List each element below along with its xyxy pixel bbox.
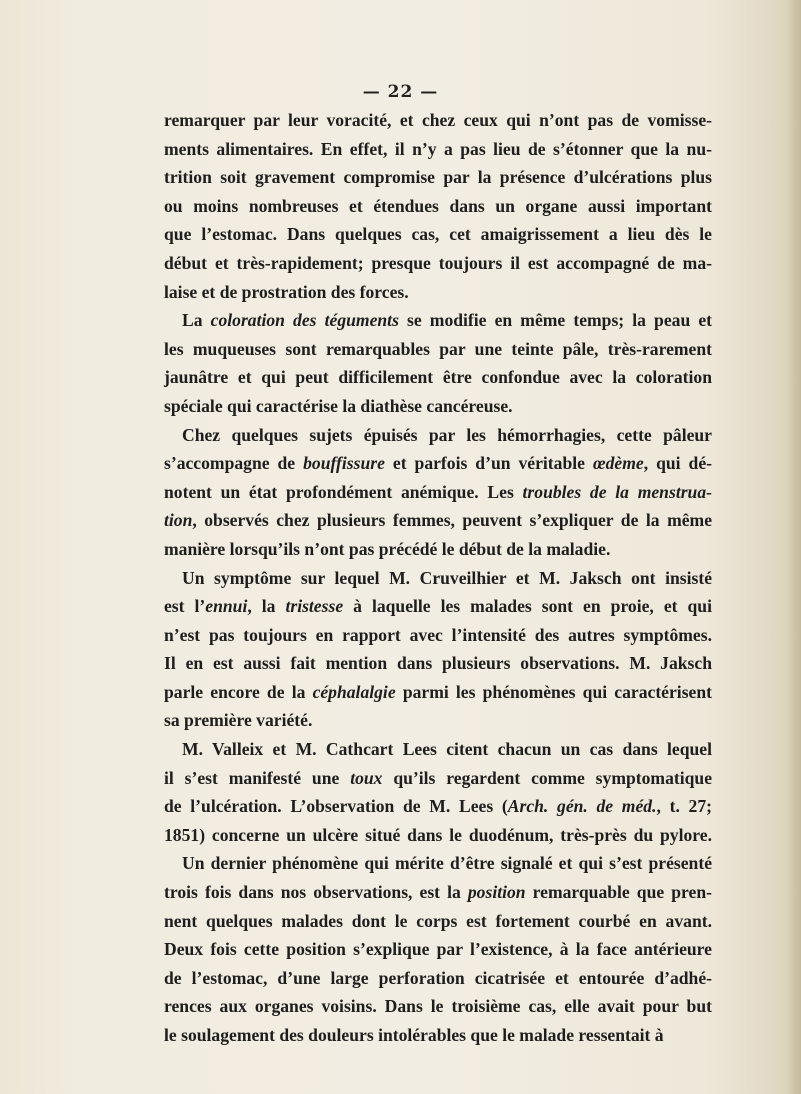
text-segment: trois fois dans nos observations, est la <box>164 882 468 903</box>
text-line <box>164 306 712 335</box>
text-segment: sa première variété. <box>164 710 313 731</box>
text-segment: parmi les phénomènes qui caractérisent <box>395 681 712 702</box>
text-line <box>164 592 712 621</box>
italic-text: céphalalgie <box>312 681 396 702</box>
italic-text: Arch. gén. de méd. <box>507 796 657 817</box>
italic-text: tristesse <box>285 596 344 617</box>
italic-text: toux <box>350 767 383 788</box>
text-segment: n’est pas toujours en rapport avec l’intensité des autres symptômes. <box>164 624 712 645</box>
text-line <box>164 363 712 392</box>
italic-text: bouffissure <box>303 453 385 474</box>
text-segment: de l’estomac, d’une large perforation cicatrisée et entourée d’adhé- <box>164 967 712 988</box>
text-line <box>164 535 712 564</box>
text-segment: se modifie en même temps; la peau et <box>398 310 713 331</box>
text-line <box>164 192 712 221</box>
text-line <box>164 849 712 878</box>
text-line <box>164 935 712 964</box>
text-line <box>164 1021 712 1050</box>
text-segment: , la <box>247 596 286 617</box>
text-segment: ou moins nombreuses et étendues dans un organe aussi important <box>164 195 712 216</box>
text-line <box>164 449 712 478</box>
text-line <box>164 964 712 993</box>
page-edge-shadow <box>787 0 801 1094</box>
text-segment: notent un état profondément anémique. Les <box>164 481 523 502</box>
text-segment: Un dernier phénomène qui mérite d’être signalé et qui s’est présenté <box>182 853 712 874</box>
text-segment: spéciale qui caractérise la diathèse cancéreuse. <box>164 395 513 416</box>
text-segment: , observés chez plusieurs femmes, peuvent s’expliquer de la même <box>192 510 712 531</box>
text-line <box>164 621 712 650</box>
text-line <box>164 992 712 1021</box>
text-line <box>164 278 712 307</box>
italic-text: œdème <box>592 453 644 474</box>
text-segment: début et très-rapidement; presque toujours il est accompagné de ma- <box>164 252 712 273</box>
text-line <box>164 478 712 507</box>
text-segment: Il en est aussi fait mention dans plusieurs observations. M. Jaksch <box>164 653 712 674</box>
text-line <box>164 649 712 678</box>
text-line <box>164 821 712 850</box>
text-line <box>164 764 712 793</box>
text-segment: rences aux organes voisins. Dans le troisième cas, elle avait pour but <box>164 996 712 1017</box>
italic-text: tion <box>164 510 193 531</box>
text-segment: remarquer par leur voracité, et chez ceux qui n’ont pas de vomisse- <box>164 110 712 130</box>
text-line <box>164 106 712 135</box>
text-segment: il s’est manifesté une <box>164 767 351 788</box>
text-segment: remarquable que pren- <box>525 882 712 903</box>
text-body <box>164 106 712 1050</box>
text-segment: qu’ils regardent comme symptomatique <box>382 767 712 788</box>
text-line <box>164 163 712 192</box>
text-line <box>164 421 712 450</box>
text-segment: nent quelques malades dont le corps est fortement courbé en avant. <box>164 910 712 931</box>
italic-text: ennui <box>205 596 248 617</box>
text-line <box>164 792 712 821</box>
text-segment: de l’ulcération. L’observation de M. Lees ( <box>164 796 508 817</box>
text-segment: que l’estomac. Dans quelques cas, cet amaigrissement a lieu dès le <box>164 224 712 245</box>
text-segment: , qui dé- <box>643 453 712 474</box>
text-line <box>164 135 712 164</box>
text-segment: le soulagement des douleurs intolérables que le malade ressentait à <box>164 1025 664 1045</box>
text-segment: s’accompagne de <box>164 453 304 474</box>
text-line <box>164 506 712 535</box>
text-segment: les muqueuses sont remarquables par une teinte pâle, très-rarement <box>164 338 712 359</box>
italic-text: coloration des téguments <box>210 310 399 331</box>
text-segment: 1851) concerne un ulcère situé dans le duodénum, très-près du pylore. <box>164 824 712 845</box>
text-line <box>164 678 712 707</box>
text-segment: Chez quelques sujets épuisés par les hémorrhagies, cette pâleur <box>182 424 712 445</box>
text-segment: La <box>182 310 211 331</box>
text-line <box>164 220 712 249</box>
text-segment: ments alimentaires. En effet, il n’y a pas lieu de s’étonner que la nu- <box>164 138 712 159</box>
text-segment: laise et de prostration des forces. <box>164 281 409 302</box>
text-line <box>164 735 712 764</box>
text-line <box>164 335 712 364</box>
text-line <box>164 564 712 593</box>
text-segment: est l’ <box>164 596 206 617</box>
text-segment: et parfois d’un véritable <box>384 453 593 474</box>
text-line <box>164 249 712 278</box>
text-segment: M. Valleix et M. Cathcart Lees citent chacun un cas dans lequel <box>182 739 712 760</box>
text-segment: trition soit gravement compromise par la présence d’ulcérations plus <box>164 167 712 188</box>
text-segment: jaunâtre et qui peut difficilement être confondue avec la coloration <box>164 367 712 388</box>
text-line <box>164 706 712 735</box>
text-line <box>164 907 712 936</box>
text-segment: parle encore de la <box>164 681 313 702</box>
text-line <box>164 392 712 421</box>
text-segment: Un symptôme sur lequel M. Cruveilhier et M. Jaksch ont insisté <box>182 567 712 588</box>
text-segment: à laquelle les malades sont en proie, et qui <box>343 596 712 617</box>
text-segment: manière lorsqu’ils n’ont pas précédé le début de la maladie. <box>164 538 611 559</box>
italic-text: position <box>467 882 526 903</box>
text-segment: , t. 27; <box>656 796 712 817</box>
text-line <box>164 878 712 907</box>
italic-text: troubles de la menstrua- <box>522 481 712 502</box>
page-number: — 22 — <box>362 82 439 102</box>
text-segment: Deux fois cette position s’explique par l’existence, à la face antérieure <box>164 939 712 960</box>
